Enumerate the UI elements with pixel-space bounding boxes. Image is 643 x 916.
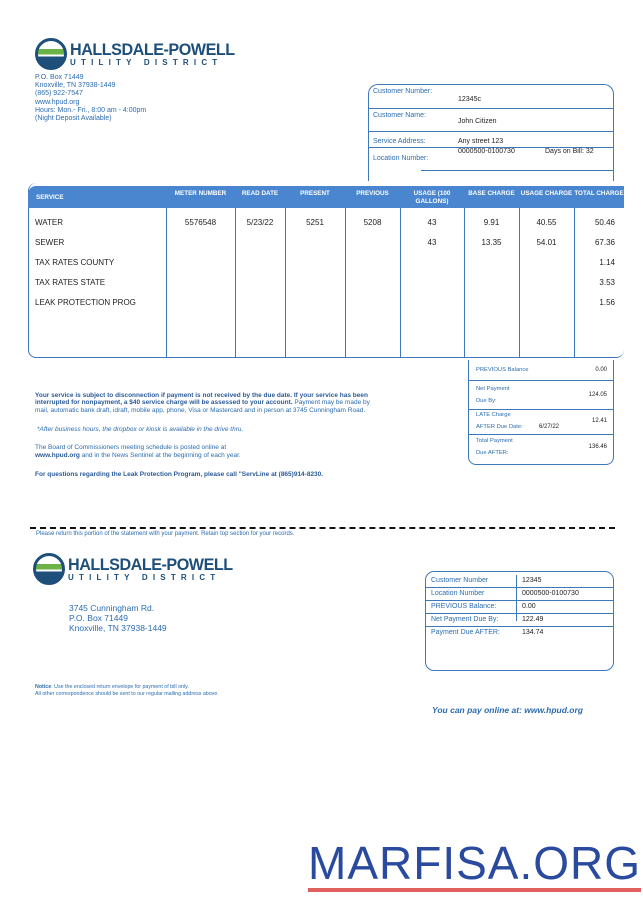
table-cell: LEAK PROTECTION PROG	[35, 298, 136, 307]
column-divider	[235, 208, 236, 358]
disconnection-notice	[35, 392, 380, 414]
leak-program-note: For questions regarding the Leak Protection Program, please call "ServLine at (865)914-8230.	[35, 471, 324, 478]
board-note-2: and in the News Sentinel at the beginning of each year.	[79, 452, 241, 459]
column-divider	[464, 208, 465, 358]
after-due-date-label: AFTER Due Date:	[476, 424, 523, 430]
service-address: Any street 123	[458, 138, 504, 145]
table-cell: 9.91	[483, 218, 500, 227]
address-line: P.O. Box 71449	[35, 74, 84, 81]
net-payment-label: Net Payment	[476, 386, 510, 392]
website: www.hpud.org	[35, 98, 80, 106]
return-note: Please return this portion of the statement with your payment. Retain top section for your records.	[36, 531, 295, 537]
company-name: HALLSDALE-POWELL	[70, 40, 235, 59]
column-header: METER NUMBER	[174, 190, 227, 197]
payment-methods: Payment may be made by mail, automatic bank draft, idraft, mobile app, phone, Visa or Mastercard and in person at 3745 Cunningham Road.	[35, 399, 370, 414]
customer-name-label: Customer Name:	[373, 112, 426, 119]
column-divider	[345, 208, 346, 358]
previous-balance-label: PREVIOUS Balance	[476, 367, 529, 373]
stub-value: 0.00	[522, 603, 536, 610]
customer-number: 12345c	[458, 96, 481, 103]
column-header: BASE CHARGE	[468, 190, 515, 197]
stub-value: 0000500-0100730	[522, 590, 579, 597]
column-divider	[166, 208, 167, 358]
table-cell: SEWER	[35, 238, 65, 247]
logo-icon	[35, 38, 67, 70]
stub-label: Location Number	[431, 590, 485, 597]
table-cell: 1.56	[599, 298, 615, 307]
table-cell: TAX RATES STATE	[35, 278, 106, 287]
net-payment: 124.05	[588, 392, 607, 398]
board-url[interactable]: www.hpud.org	[35, 452, 80, 459]
phone: (865) 922-7547	[35, 90, 83, 98]
column-divider	[285, 208, 286, 358]
table-cell: 5251	[306, 218, 324, 227]
notice-bold: Notice	[35, 684, 52, 690]
stub-label: PREVIOUS Balance:	[431, 603, 497, 610]
tear-line	[30, 527, 615, 530]
stub-label: Net Payment Due By:	[431, 616, 499, 623]
column-header: TOTAL CHARGE	[574, 190, 624, 197]
table-cell: 43	[427, 218, 437, 227]
company-name: HALLSDALE-POWELL	[68, 555, 233, 574]
late-charge: 12.41	[591, 418, 607, 424]
address-line: P.O. Box 71449	[69, 613, 128, 623]
stub-label: Payment Due AFTER:	[431, 629, 500, 636]
address-line: Knoxville, TN 37938-1449	[69, 623, 167, 633]
stub-address	[69, 603, 167, 633]
table-cell: 50.46	[594, 218, 615, 227]
table-cell: 1.14	[599, 258, 615, 267]
previous-balance: 0.00	[595, 367, 607, 373]
table-cell: 5208	[363, 218, 382, 227]
header-address	[35, 74, 146, 123]
customer-number-label: Customer Number:	[373, 88, 433, 95]
late-charge-label: LATE Charge	[476, 412, 511, 418]
hours: Hours: Mon.- Fri., 8:00 am - 4:00pm	[35, 106, 147, 114]
column-header: PRESENT	[300, 190, 330, 197]
stub-value: 134.74	[522, 629, 544, 636]
total-payment: 136.46	[588, 444, 607, 450]
notice-line: : Use the enclosed return envelope for payment of bill only.	[51, 684, 189, 690]
notice-line: All other correspondence should be sent to our regular mailing address above.	[35, 690, 219, 697]
column-divider	[519, 208, 520, 358]
location-number-label: Location Number:	[373, 155, 429, 162]
board-note: The Board of Commissioners meeting schedule is posted online at	[35, 444, 227, 451]
column-header: USAGE (100 GALLONS)	[413, 190, 451, 205]
stub-company-logo	[33, 553, 241, 585]
company-subtitle: UTILITY DISTRICT	[70, 58, 223, 67]
service-address-label: Service Address:	[373, 138, 426, 145]
pay-online-link[interactable]: You can pay online at: www.hpud.org	[432, 705, 583, 715]
column-header: READ DATE	[241, 190, 279, 197]
table-cell: 3.53	[599, 278, 615, 287]
address-line: 3745 Cunningham Rd.	[69, 603, 155, 613]
customer-info-box	[368, 84, 614, 181]
table-cell: 13.35	[481, 238, 502, 247]
due-date: 6/27/22	[539, 424, 560, 430]
address-line: Knoxville, TN 37938-1449	[35, 82, 116, 90]
table-cell: 43	[427, 238, 437, 247]
location-number: 0000500-0100730	[458, 148, 515, 155]
table-cell: TAX RATES COUNTY	[35, 258, 115, 267]
table-cell: 5576548	[184, 218, 217, 227]
customer-name: John Citizen	[458, 118, 497, 125]
after-hours-note: *After business hours, the dropbox or kiosk is available in the drive thru.	[37, 426, 244, 433]
company-logo	[35, 38, 243, 70]
footer-notice	[35, 684, 219, 697]
total-payment-label: Total Payment	[476, 438, 513, 444]
table-cell: WATER	[35, 218, 63, 227]
stub-label: Customer Number	[431, 577, 489, 584]
table-cell: 40.55	[536, 218, 557, 227]
logo-icon	[33, 553, 65, 585]
due-after-label: Due AFTER:	[476, 450, 509, 456]
stub-value: 122.49	[522, 616, 544, 623]
table-cell: 54.01	[536, 238, 557, 247]
table-cell: 5/23/22	[246, 218, 274, 227]
table-cell: 67.36	[594, 238, 615, 247]
company-subtitle: UTILITY DISTRICT	[68, 573, 221, 582]
watermark: MARFISA.ORG	[308, 838, 641, 892]
due-by-label: Due By:	[476, 398, 497, 404]
days-on-bill: Days on Bill: 32	[545, 148, 594, 155]
night-deposit: (Night Deposit Available)	[35, 115, 112, 123]
column-header: USAGE CHARGE	[520, 190, 573, 197]
column-header: SERVICE	[36, 194, 64, 201]
column-header: PREVIOUS	[356, 190, 389, 197]
disconnection-bold: Your service is subject to disconnection if payment is not received by the due date. If your service has been interrupted for nonpayment, a $40 service charge will be assessed to your account.	[35, 392, 368, 407]
charges-table	[28, 183, 624, 358]
column-divider	[400, 208, 401, 358]
stub-value: 12345	[522, 577, 542, 584]
